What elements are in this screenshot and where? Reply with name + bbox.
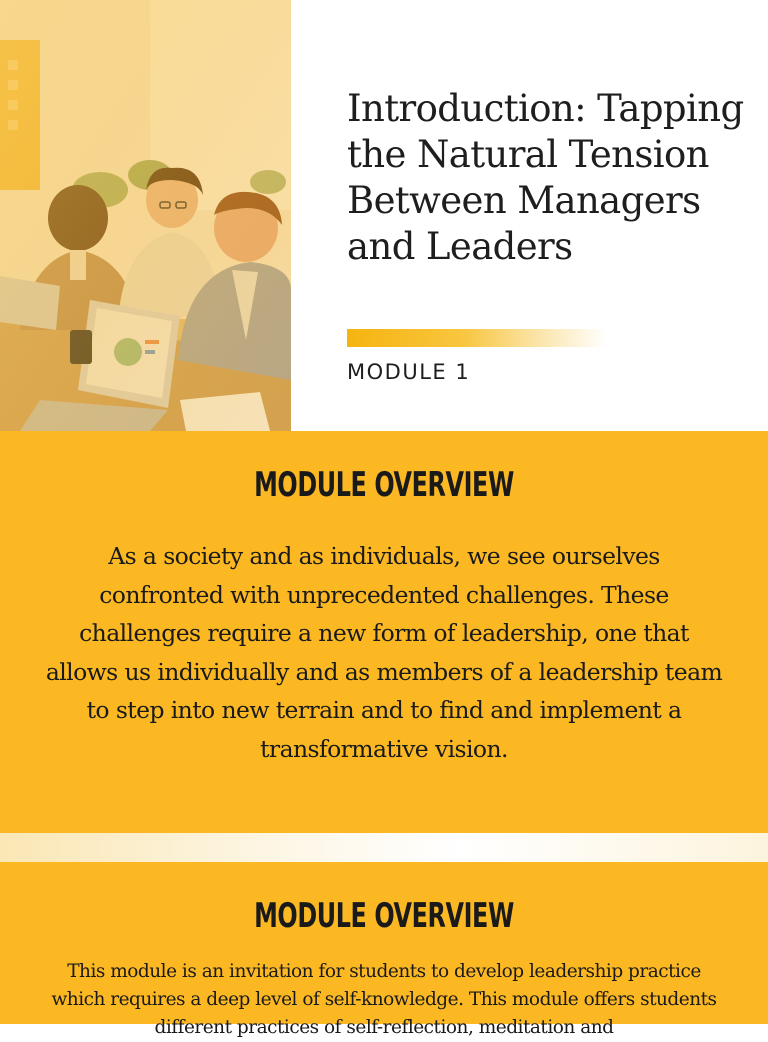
module-overview-section-2 [0,862,768,1038]
module-overview-text: This module is an invitation for students to develop leadership practice which requires a deep level of self-knowledge. This module offers students different practices of self-reflection, meditation and [51,961,717,1038]
title-underline-bar [347,329,607,347]
module-overview-section-1 [0,431,768,833]
module-overview-heading: MODULE OVERVIEW [254,896,514,936]
module-overview-text: As a society and as individuals, we see ourselves confronted with unprecedented challenges. These challenges require a new form of leadership, one that allows us individually and as members of a leadership team to step into new terrain and to find and implement a transformative vision. [45,542,723,763]
team-meeting-photo [0,0,291,431]
section-divider [0,833,768,862]
team-meeting-illustration [0,0,291,431]
hero-section [0,0,768,431]
module-number-label: MODULE 1 [347,360,471,384]
title-block [347,86,747,270]
module-overview-heading: MODULE OVERVIEW [254,465,514,505]
page-title: Introduction: Tapping the Natural Tension Between Managers and Leaders [347,87,744,268]
